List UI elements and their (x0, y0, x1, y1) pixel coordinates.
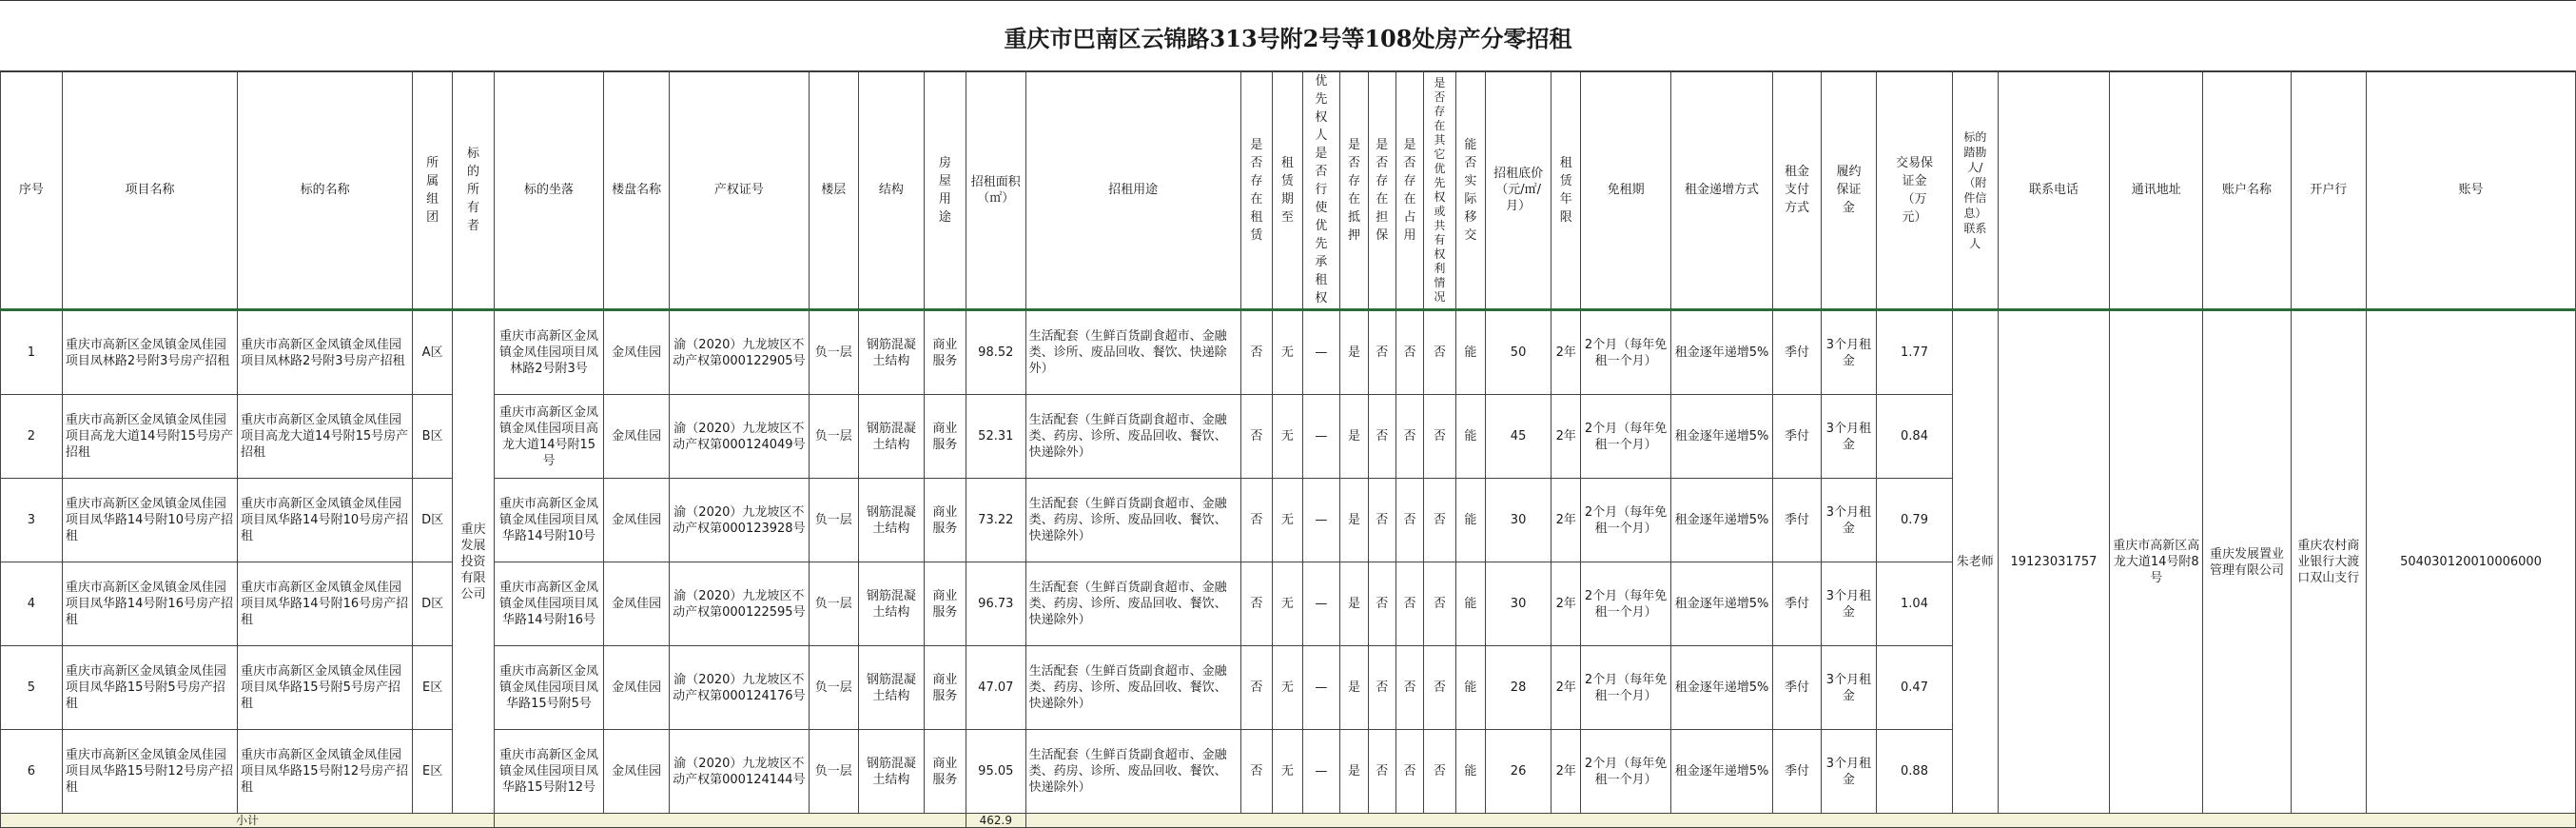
transaction-deposit-cell: 1.04 (1877, 562, 1953, 646)
is-occupied-cell: 否 (1395, 395, 1423, 479)
floor-cell: 负一层 (809, 730, 858, 814)
lease-years-cell: 2年 (1551, 562, 1581, 646)
base-price-cell: 26 (1486, 730, 1551, 814)
is-occupied-cell: 否 (1395, 646, 1423, 730)
col-header: 招租用途 (1025, 71, 1240, 310)
performance-bond-cell: 3个月租金 (1821, 395, 1877, 479)
is-occupied-cell: 否 (1395, 562, 1423, 646)
rental-area-cell: 47.07 (966, 646, 1025, 730)
rental-purpose-cell: 生活配套（生鲜百货副食超市、金融类、药房、诊所、废品回收、餐饮、快递除外） (1025, 395, 1240, 479)
rent-free-period-cell: 2个月（每年免租一个月） (1581, 562, 1670, 646)
has-guarantee-cell: 否 (1368, 646, 1395, 730)
target-name-cell: 重庆市高新区金凤镇金凤佳园项目高龙大道14号附15号房产招租 (238, 395, 413, 479)
account-number-cell: 504030120010006000 (2367, 310, 2576, 814)
subtotal-row (1, 814, 2576, 828)
target-name-cell: 重庆市高新区金凤镇金凤佳园项目凤华路15号附5号房产招租 (238, 646, 413, 730)
rent-free-period-cell: 2个月（每年免租一个月） (1581, 730, 1670, 814)
rent-increase-cell: 租金逐年递增5% (1670, 562, 1773, 646)
lease-years-cell: 2年 (1551, 646, 1581, 730)
project-name-cell: 重庆市高新区金凤镇金凤佳园项目凤林路2号附3号房产招租 (62, 310, 237, 395)
base-price-cell: 28 (1486, 646, 1551, 730)
has-guarantee-cell: 否 (1368, 310, 1395, 395)
bank-name-cell: 重庆农村商业银行大渡口双山支行 (2291, 310, 2367, 814)
row-number-cell: 5 (1, 646, 63, 730)
row-number-cell: 2 (1, 395, 63, 479)
col-header: 优先权人是否行使优先承租权 (1302, 71, 1340, 310)
payment-method-cell: 季付 (1773, 395, 1821, 479)
project-name-cell: 重庆市高新区金凤镇金凤佳园项目高龙大道14号附15号房产招租 (62, 395, 237, 479)
building-usage-cell: 商业服务 (924, 310, 966, 395)
has-mortgage-cell: 是 (1340, 562, 1368, 646)
lease-table (0, 70, 2576, 828)
rental-area-cell: 96.73 (966, 562, 1025, 646)
structure-cell: 钢筋混凝土结构 (858, 395, 924, 479)
has-mortgage-cell: 是 (1340, 730, 1368, 814)
payment-method-cell: 季付 (1773, 646, 1821, 730)
rental-purpose-cell: 生活配套（生鲜百货副食超市、金融类、药房、诊所、废品回收、餐饮、快递除外） (1025, 562, 1240, 646)
rent-increase-cell: 租金逐年递增5% (1670, 646, 1773, 730)
col-header: 所属组团 (413, 71, 453, 310)
lease-end-cell: 无 (1273, 479, 1302, 562)
account-name-cell: 重庆发展置业管理有限公司 (2203, 310, 2291, 814)
floor-cell: 负一层 (809, 646, 858, 730)
can-transfer-cell: 能 (1455, 730, 1485, 814)
sheet-title: 重庆市巴南区云锦路313号附2号等108处房产分零招租 (0, 0, 2576, 72)
col-header: 账户名称 (2203, 71, 2291, 310)
building-usage-cell: 商业服务 (924, 562, 966, 646)
col-header: 是否存在抵押 (1340, 71, 1368, 310)
has-lease-cell: 否 (1240, 646, 1272, 730)
performance-bond-cell: 3个月租金 (1821, 730, 1877, 814)
col-header: 楼层 (809, 71, 858, 310)
col-header: 免租期 (1581, 71, 1670, 310)
payment-method-cell: 季付 (1773, 730, 1821, 814)
building-usage-cell: 商业服务 (924, 730, 966, 814)
structure-cell: 钢筋混凝土结构 (858, 479, 924, 562)
subtotal-rest (1025, 814, 2575, 828)
priority-right-cell: — (1302, 479, 1340, 562)
priority-right-cell: — (1302, 310, 1340, 395)
rental-purpose-cell: 生活配套（生鲜百货副食超市、金融类、药房、诊所、废品回收、餐饮、快递除外） (1025, 730, 1240, 814)
performance-bond-cell: 3个月租金 (1821, 562, 1877, 646)
project-name-cell: 重庆市高新区金凤镇金凤佳园项目凤华路15号附5号房产招租 (62, 646, 237, 730)
can-transfer-cell: 能 (1455, 310, 1485, 395)
other-rights-cell: 否 (1424, 395, 1455, 479)
target-name-cell: 重庆市高新区金凤镇金凤佳园项目凤华路15号附12号房产招租 (238, 730, 413, 814)
rent-free-period-cell: 2个月（每年免租一个月） (1581, 310, 1670, 395)
table-body (1, 310, 2576, 828)
has-guarantee-cell: 否 (1368, 562, 1395, 646)
floor-cell: 负一层 (809, 395, 858, 479)
col-header: 房屋用途 (924, 71, 966, 310)
other-rights-cell: 否 (1424, 479, 1455, 562)
rent-free-period-cell: 2个月（每年免租一个月） (1581, 479, 1670, 562)
can-transfer-cell: 能 (1455, 395, 1485, 479)
has-mortgage-cell: 是 (1340, 310, 1368, 395)
col-header: 租赁期至 (1273, 71, 1302, 310)
owner-cell: 重庆发展投资有限公司 (453, 310, 495, 814)
zone-cell: D区 (413, 562, 453, 646)
rent-increase-cell: 租金逐年递增5% (1670, 310, 1773, 395)
rent-free-period-cell: 2个月（每年免租一个月） (1581, 395, 1670, 479)
has-mortgage-cell: 是 (1340, 646, 1368, 730)
payment-method-cell: 季付 (1773, 310, 1821, 395)
col-header: 标的名称 (238, 71, 413, 310)
row-number-cell: 1 (1, 310, 63, 395)
col-header: 通讯地址 (2110, 71, 2203, 310)
has-lease-cell: 否 (1240, 730, 1272, 814)
rental-purpose-cell: 生活配套（生鲜百货副食超市、金融类、药房、诊所、废品回收、餐饮、快递除外） (1025, 646, 1240, 730)
estate-name-cell: 金凤佳园 (604, 479, 670, 562)
other-rights-cell: 否 (1424, 730, 1455, 814)
certificate-no-cell: 渝（2020）九龙坡区不动产权第000124176号 (670, 646, 809, 730)
location-cell: 重庆市高新区金凤镇金凤佳园项目凤华路14号附10号 (494, 479, 603, 562)
col-header: 项目名称 (62, 71, 237, 310)
subtotal-label: 小计 (1, 814, 495, 828)
rental-area-cell: 73.22 (966, 479, 1025, 562)
rent-increase-cell: 租金逐年递增5% (1670, 730, 1773, 814)
certificate-no-cell: 渝（2020）九龙坡区不动产权第000124144号 (670, 730, 809, 814)
has-mortgage-cell: 是 (1340, 479, 1368, 562)
building-usage-cell: 商业服务 (924, 479, 966, 562)
lease-end-cell: 无 (1273, 310, 1302, 395)
priority-right-cell: — (1302, 646, 1340, 730)
transaction-deposit-cell: 0.79 (1877, 479, 1953, 562)
payment-method-cell: 季付 (1773, 562, 1821, 646)
has-guarantee-cell: 否 (1368, 730, 1395, 814)
col-header: 标的踏勘人/（附件信息）联系人 (1952, 71, 1998, 310)
estate-name-cell: 金凤佳园 (604, 562, 670, 646)
has-lease-cell: 否 (1240, 310, 1272, 395)
transaction-deposit-cell: 0.88 (1877, 730, 1953, 814)
is-occupied-cell: 否 (1395, 479, 1423, 562)
rent-increase-cell: 租金逐年递增5% (1670, 395, 1773, 479)
certificate-no-cell: 渝（2020）九龙坡区不动产权第000123928号 (670, 479, 809, 562)
col-header: 招租面积（㎡） (966, 71, 1025, 310)
lease-end-cell: 无 (1273, 562, 1302, 646)
structure-cell: 钢筋混凝土结构 (858, 310, 924, 395)
base-price-cell: 50 (1486, 310, 1551, 395)
target-name-cell: 重庆市高新区金凤镇金凤佳园项目凤华路14号附16号房产招租 (238, 562, 413, 646)
lease-end-cell: 无 (1273, 395, 1302, 479)
floor-cell: 负一层 (809, 310, 858, 395)
structure-cell: 钢筋混凝土结构 (858, 562, 924, 646)
col-header: 招租底价（元/㎡/月） (1486, 71, 1551, 310)
location-cell: 重庆市高新区金凤镇金凤佳园项目凤华路15号附12号 (494, 730, 603, 814)
target-name-cell: 重庆市高新区金凤镇金凤佳园项目凤华路14号附10号房产招租 (238, 479, 413, 562)
rental-area-cell: 98.52 (966, 310, 1025, 395)
estate-name-cell: 金凤佳园 (604, 646, 670, 730)
lease-end-cell: 无 (1273, 730, 1302, 814)
lease-years-cell: 2年 (1551, 395, 1581, 479)
location-cell: 重庆市高新区金凤镇金凤佳园项目凤林路2号附3号 (494, 310, 603, 395)
priority-right-cell: — (1302, 395, 1340, 479)
has-lease-cell: 否 (1240, 562, 1272, 646)
base-price-cell: 30 (1486, 562, 1551, 646)
certificate-no-cell: 渝（2020）九龙坡区不动产权第000122595号 (670, 562, 809, 646)
project-name-cell: 重庆市高新区金凤镇金凤佳园项目凤华路15号附12号房产招租 (62, 730, 237, 814)
lease-years-cell: 2年 (1551, 310, 1581, 395)
col-header: 账号 (2367, 71, 2576, 310)
zone-cell: E区 (413, 730, 453, 814)
col-header: 是否存在占用 (1395, 71, 1423, 310)
header-row (1, 71, 2576, 310)
certificate-no-cell: 渝（2020）九龙坡区不动产权第000124049号 (670, 395, 809, 479)
payment-method-cell: 季付 (1773, 479, 1821, 562)
has-mortgage-cell: 是 (1340, 395, 1368, 479)
certificate-no-cell: 渝（2020）九龙坡区不动产权第000122905号 (670, 310, 809, 395)
col-header: 是否存在担保 (1368, 71, 1395, 310)
has-guarantee-cell: 否 (1368, 479, 1395, 562)
performance-bond-cell: 3个月租金 (1821, 310, 1877, 395)
location-cell: 重庆市高新区金凤镇金凤佳园项目高龙大道14号附15号 (494, 395, 603, 479)
col-header: 序号 (1, 71, 63, 310)
col-header: 租金递增方式 (1670, 71, 1773, 310)
col-header: 楼盘名称 (604, 71, 670, 310)
row-number-cell: 3 (1, 479, 63, 562)
zone-cell: E区 (413, 646, 453, 730)
project-name-cell: 重庆市高新区金凤镇金凤佳园项目凤华路14号附10号房产招租 (62, 479, 237, 562)
performance-bond-cell: 3个月租金 (1821, 479, 1877, 562)
location-cell: 重庆市高新区金凤镇金凤佳园项目凤华路14号附16号 (494, 562, 603, 646)
subtotal-area: 462.9 (966, 814, 1025, 828)
estate-name-cell: 金凤佳园 (604, 310, 670, 395)
is-occupied-cell: 否 (1395, 730, 1423, 814)
transaction-deposit-cell: 0.47 (1877, 646, 1953, 730)
target-name-cell: 重庆市高新区金凤镇金凤佳园项目凤林路2号附3号房产招租 (238, 310, 413, 395)
contact-person-cell: 朱老师 (1952, 310, 1998, 814)
can-transfer-cell: 能 (1455, 479, 1485, 562)
col-header: 租金支付方式 (1773, 71, 1821, 310)
lease-years-cell: 2年 (1551, 479, 1581, 562)
col-header: 标的坐落 (494, 71, 603, 310)
col-header: 开户行 (2291, 71, 2367, 310)
rent-increase-cell: 租金逐年递增5% (1670, 479, 1773, 562)
can-transfer-cell: 能 (1455, 562, 1485, 646)
contact-phone-cell: 19123031757 (1998, 310, 2109, 814)
transaction-deposit-cell: 0.84 (1877, 395, 1953, 479)
transaction-deposit-cell: 1.77 (1877, 310, 1953, 395)
mailing-address-cell: 重庆市高新区高龙大道14号附8号 (2110, 310, 2203, 814)
base-price-cell: 30 (1486, 479, 1551, 562)
rental-purpose-cell: 生活配套（生鲜百货副食超市、金融类、药房、诊所、废品回收、餐饮、快递除外） (1025, 479, 1240, 562)
priority-right-cell: — (1302, 562, 1340, 646)
floor-cell: 负一层 (809, 562, 858, 646)
col-header: 是否存在租赁 (1240, 71, 1272, 310)
building-usage-cell: 商业服务 (924, 395, 966, 479)
other-rights-cell: 否 (1424, 310, 1455, 395)
base-price-cell: 45 (1486, 395, 1551, 479)
estate-name-cell: 金凤佳园 (604, 395, 670, 479)
other-rights-cell: 否 (1424, 646, 1455, 730)
rent-free-period-cell: 2个月（每年免租一个月） (1581, 646, 1670, 730)
col-header: 租赁年限 (1551, 71, 1581, 310)
priority-right-cell: — (1302, 730, 1340, 814)
building-usage-cell: 商业服务 (924, 646, 966, 730)
structure-cell: 钢筋混凝土结构 (858, 646, 924, 730)
col-header: 交易保证金（万元） (1877, 71, 1953, 310)
rental-purpose-cell: 生活配套（生鲜百货副食超市、金融类、诊所、废品回收、餐饮、快递除外） (1025, 310, 1240, 395)
col-header: 标的所有者 (453, 71, 495, 310)
can-transfer-cell: 能 (1455, 646, 1485, 730)
col-header: 是否存在其它优先权或共有权利情况 (1424, 71, 1455, 310)
is-occupied-cell: 否 (1395, 310, 1423, 395)
lease-years-cell: 2年 (1551, 730, 1581, 814)
estate-name-cell: 金凤佳园 (604, 730, 670, 814)
row-number-cell: 4 (1, 562, 63, 646)
col-header: 产权证号 (670, 71, 809, 310)
has-lease-cell: 否 (1240, 479, 1272, 562)
table-row (1, 310, 2576, 395)
location-cell: 重庆市高新区金凤镇金凤佳园项目凤华路15号附5号 (494, 646, 603, 730)
project-name-cell: 重庆市高新区金凤镇金凤佳园项目凤华路14号附16号房产招租 (62, 562, 237, 646)
col-header: 结构 (858, 71, 924, 310)
structure-cell: 钢筋混凝土结构 (858, 730, 924, 814)
has-guarantee-cell: 否 (1368, 395, 1395, 479)
col-header: 联系电话 (1998, 71, 2109, 310)
row-number-cell: 6 (1, 730, 63, 814)
col-header: 能否实际移交 (1455, 71, 1485, 310)
subtotal-spacer (494, 814, 966, 828)
performance-bond-cell: 3个月租金 (1821, 646, 1877, 730)
rental-area-cell: 95.05 (966, 730, 1025, 814)
lease-end-cell: 无 (1273, 646, 1302, 730)
zone-cell: D区 (413, 479, 453, 562)
col-header: 履约保证金 (1821, 71, 1877, 310)
has-lease-cell: 否 (1240, 395, 1272, 479)
floor-cell: 负一层 (809, 479, 858, 562)
zone-cell: B区 (413, 395, 453, 479)
zone-cell: A区 (413, 310, 453, 395)
other-rights-cell: 否 (1424, 562, 1455, 646)
rental-area-cell: 52.31 (966, 395, 1025, 479)
